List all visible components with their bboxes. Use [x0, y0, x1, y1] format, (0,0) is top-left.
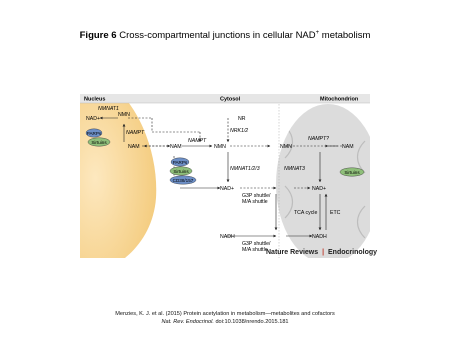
pill-nucleus-parps: PARPs — [86, 130, 102, 136]
citation-journal: Nat. Rev. Endocrinol. — [161, 318, 214, 325]
citation-line-2 — [0, 319, 450, 327]
figure-title — [0, 30, 450, 41]
label-etc: ETC — [330, 210, 341, 216]
enzyme-nmnat1: NMNAT1 — [98, 106, 119, 112]
node-cytosol-nad: NAD+ — [220, 186, 234, 192]
pill-cytosol-parps: PARPs — [172, 159, 188, 165]
label-tca-cycle: TCA cycle — [294, 210, 318, 216]
enzyme-nmnat3: NMNAT3 — [284, 166, 305, 172]
header-mitochondrion: Mitochondrion — [320, 96, 359, 103]
node-cytosol-nam: NAM — [170, 144, 182, 150]
brand-left: Nature Reviews — [266, 249, 319, 256]
citation-line-1: Menzies, K. J. et al. (2015) Protein acetylation in metabolism—metabolites and cofactors — [115, 311, 335, 317]
figure-title-text: Cross-compartmental junctions in cellular NAD — [119, 30, 316, 42]
node-mito-nadh: NADH — [312, 234, 327, 240]
header-nucleus: Nucleus — [84, 96, 106, 103]
node-nucleus-nam: NAM — [128, 144, 140, 150]
shuttle-2-line-1: G3P shuttle/ — [242, 241, 271, 247]
pill-mito-sirtuins: Sirtuins — [344, 169, 360, 175]
brand-right: Endocrinology — [328, 249, 378, 256]
citation — [0, 311, 450, 326]
nad-metabolism-diagram — [80, 86, 370, 258]
figure-label: Figure 6 — [79, 30, 117, 42]
enzyme-nmnat123: NMNAT1/2/3 — [230, 166, 260, 172]
pill-cd38: CD38/157 — [172, 177, 194, 183]
node-cytosol-nmn: NMN — [214, 144, 226, 150]
header-cytosol: Cytosol — [220, 96, 241, 103]
figure-title-tail: metabolism — [319, 30, 371, 42]
citation-doi: doi:10.1038/nrendo.2015.181 — [213, 318, 289, 325]
node-mito-nmn: NMN — [280, 144, 292, 150]
brand-separator: | — [322, 249, 325, 256]
pill-nucleus-sirtuins: Sirtuins — [91, 139, 107, 145]
journal-brand — [266, 249, 377, 256]
enzyme-nrk: NRK1/2 — [230, 128, 249, 134]
figure-title-sup: + — [315, 30, 320, 36]
node-mito-nam: NAM — [342, 144, 354, 150]
node-nucleus-nmn: NMN — [118, 112, 130, 118]
enzyme-nucleus-nampt: NAMPT — [126, 130, 145, 136]
node-cytosol-nadh: NADH — [220, 234, 235, 240]
shuttle-2-line-2: M/A shuttle — [242, 247, 268, 253]
enzyme-cytosol-nampt: NAMPT — [188, 138, 207, 144]
node-mito-nad: NAD+ — [312, 186, 326, 192]
shuttle-1-line-1: G3P shuttle/ — [242, 193, 271, 199]
enzyme-mito-nampt: NAMPT? — [308, 136, 330, 142]
node-nucleus-nad: NAD+ — [86, 116, 100, 122]
node-cytosol-nr: NR — [238, 116, 246, 122]
shuttle-1-line-2: M/A shuttle — [242, 199, 268, 205]
pill-cytosol-sirtuins: Sirtuins — [173, 168, 189, 174]
